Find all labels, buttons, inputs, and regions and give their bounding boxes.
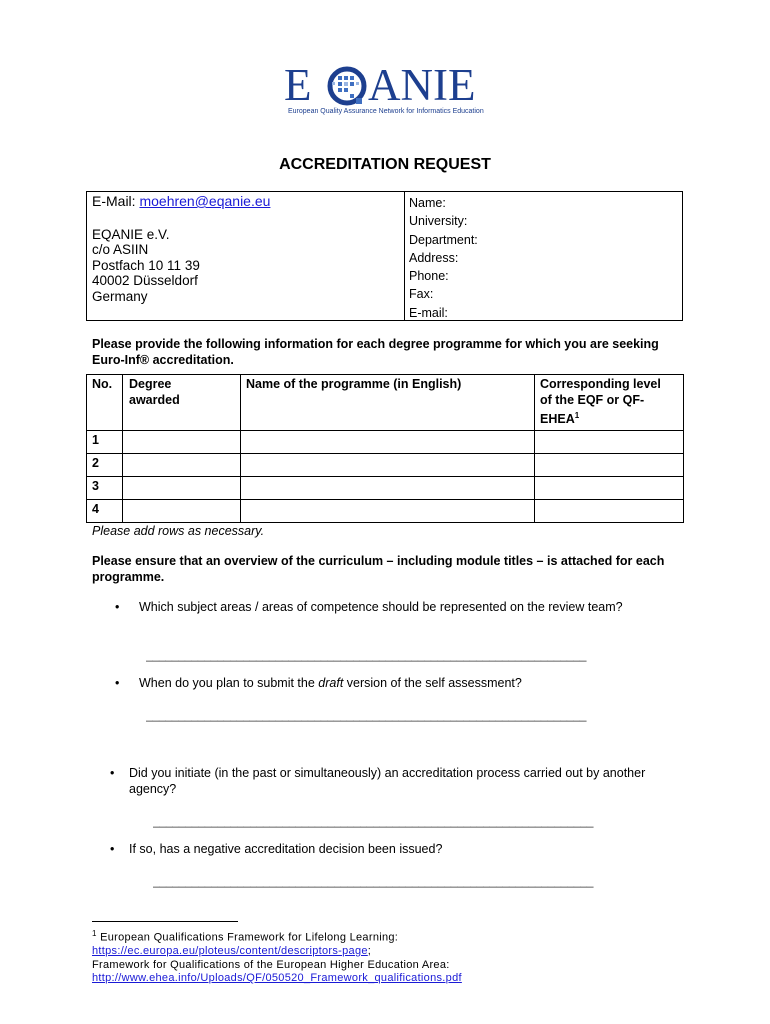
eqf-link[interactable]: https://ec.europa.eu/ploteus/content/descriptors-page [92, 945, 368, 958]
cell-level[interactable] [535, 431, 684, 454]
recipient-email-line [92, 194, 270, 210]
table-row [87, 477, 684, 500]
logo-wordmark [284, 60, 475, 110]
address-line: Germany [92, 288, 148, 304]
recipient-email-link[interactable]: moehren@eqanie.eu [139, 193, 271, 209]
cell-programme-name[interactable] [241, 477, 535, 500]
cell-degree[interactable] [123, 431, 241, 454]
row-number: 4 [87, 500, 123, 523]
field-fax[interactable]: Fax: [409, 287, 434, 302]
question-text: When do you plan to submit the draft version of the self assessment? [139, 676, 522, 690]
question-text: Did you initiate (in the past or simultaneously) an accreditation process carried out by another agency? [129, 766, 646, 796]
recipient-address [92, 194, 270, 304]
address-line: 40002 Düsseldorf [92, 273, 198, 288]
cell-level[interactable] [535, 454, 684, 477]
programme-table [86, 374, 684, 523]
page-title: ACCREDITATION REQUEST [279, 156, 491, 173]
row-number: 2 [87, 454, 123, 477]
cell-degree[interactable] [123, 500, 241, 523]
footnote-ref: 1 [574, 411, 580, 420]
answer-line-other-agency[interactable]: ____________________________________________________________________ [153, 814, 594, 828]
logo-subtitle: European Quality Assurance Network for Informatics Education [288, 108, 484, 115]
row-number: 1 [87, 431, 123, 454]
cell-level[interactable] [535, 500, 684, 523]
footnote: $^1$ European Qualifications Framework for Lifelong Learning: https://ec.europa.eu/ploteus/content/descriptors-page; Framework for Qualifications of the European Higher Education Area: http://www.ehea.info/Uploads/QF/050520_Framework_qualifications.pdf [92, 929, 462, 985]
table-row [87, 431, 684, 454]
cell-programme-name[interactable] [241, 500, 535, 523]
bullet-icon: • [115, 600, 120, 614]
email-label: E-Mail: [92, 193, 140, 209]
address-line: c/o ASIIN [92, 242, 149, 257]
logo-letter-e: E [284, 60, 312, 110]
cell-degree[interactable] [123, 454, 241, 477]
header-no: No. [87, 375, 123, 431]
field-university[interactable]: University: [409, 214, 468, 229]
address-line: Postfach 10 11 39 [92, 257, 200, 273]
field-email[interactable]: E-mail: [409, 305, 448, 320]
question-text: If so, has a negative accreditation decision been issued? [129, 842, 443, 856]
question-text: Which subject areas / areas of competence should be represented on the review team? [139, 600, 623, 614]
address-line: EQANIE e.V. [92, 226, 170, 242]
bullet-icon: • [110, 842, 115, 856]
qf-ehea-link[interactable]: http://www.ehea.info/Uploads/QF/050520_Framework_qualifications.pdf [92, 972, 462, 985]
address-table [86, 191, 683, 321]
answer-line-draft-submission[interactable]: ____________________________________________________________________ [146, 708, 587, 722]
answer-line-review-team[interactable]: ____________________________________________________________________ [146, 648, 587, 662]
curriculum-paragraph: Please ensure that an overview of the curriculum – including module titles – is attached for each programme. [92, 554, 665, 584]
intro-paragraph: Please provide the following information for each degree programme for which you are seeking Euro-Inf® accreditation. [92, 337, 659, 367]
add-rows-note: Please add rows as necessary. [92, 524, 265, 538]
cell-degree[interactable] [123, 477, 241, 500]
eqanie-logo [284, 60, 494, 120]
field-address[interactable]: Address: [409, 250, 459, 265]
address-table-divider [404, 192, 405, 320]
footnote-separator [92, 921, 238, 922]
bullet-icon: • [115, 676, 120, 690]
field-name[interactable]: Name: [409, 196, 446, 210]
row-number: 3 [87, 477, 123, 500]
logo-q-dots-icon [326, 66, 368, 106]
footnote-qf-ehea-text: Framework for Qualifications of the European Higher Education Area: [92, 958, 450, 971]
footnote-eqf-text: European Qualifications Framework for Lifelong Learning: [96, 931, 399, 944]
header-level: Corresponding level of the EQF or QF-EHEA$^1$ [535, 375, 684, 431]
cell-programme-name[interactable] [241, 431, 535, 454]
header-degree: Degree awarded [123, 375, 241, 431]
cell-programme-name[interactable] [241, 454, 535, 477]
cell-level[interactable] [535, 477, 684, 500]
field-phone[interactable]: Phone: [409, 269, 449, 284]
header-programme-name: Name of the programme (in English) [241, 375, 535, 431]
table-row [87, 500, 684, 523]
field-department[interactable]: Department: [409, 232, 478, 247]
table-header-row [87, 375, 684, 431]
answer-line-negative-decision[interactable]: ____________________________________________________________________ [153, 874, 594, 888]
logo-letters-anie: ANIE [368, 60, 476, 110]
table-row [87, 454, 684, 477]
footnote-marker: 1 [92, 929, 97, 938]
bullet-icon: • [110, 766, 115, 780]
applicant-fields [409, 194, 478, 322]
